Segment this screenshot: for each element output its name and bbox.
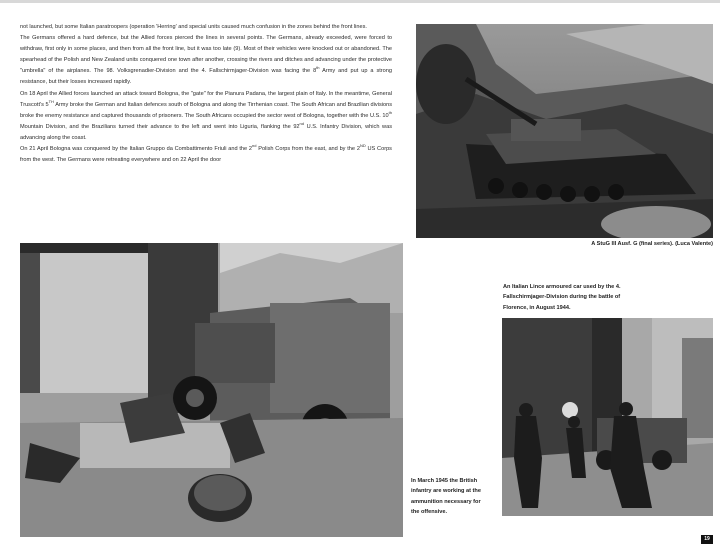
armoured-car-photo bbox=[502, 318, 713, 516]
infantry-caption: In March 1945 the British infantry are working at the ammunition necessary for the offensive. bbox=[411, 478, 481, 516]
tank-photo bbox=[416, 24, 713, 238]
paragraph-1: not launched, but some Italian paratroopers (operation 'Herring' and special units caused much confusion in the zones behind the front lines. bbox=[20, 24, 367, 30]
paragraph-2: The Germans offered a hard defence, but the Allied forces pierced the lines in several points. The Germans, already exceeded, were forced to withdraw, first only in some places, and then from all the front line, but it was too late (9). Most of their vehicles were knocked out or abandoned. The spearhead of the Polish and New Zealand units conquered one town after another, crossing the rivers and ditches and advancing under the protective "umbrella" of the airplanes. The 98. Volksgrenadier-Division and the 4. Fallschirmjager-Division was facing the 8th Army and put up a strong resistance, but their losses increased rapidly. bbox=[20, 35, 392, 86]
infantry-photo bbox=[20, 243, 403, 537]
paragraph-3: On 18 April the Allied forces launched an attack toward Bologna, the "gate" for the Pianura Padana, the largest plain of Italy. In the meantime, General Truscott's 5TH Army broke the German and Italian defences south of Bologna and along the Tirrhenian coast. The South African and Brazilian divisions broke the enemy resistance and captured thousands of prisoners. The South Africans occupied the sector west of Bologna, together with the U.S. 10th Mountain Division, and the Brazilians turned their advance to the left and went into Liguria, flanking the 92nd U.S. Infantry Division, which was advancing along the coast. bbox=[20, 90, 393, 141]
body-text bbox=[20, 22, 392, 166]
top-edge bbox=[0, 0, 720, 3]
tank-caption: A StuG III Ausf. G (final series). (Luca Valente) bbox=[591, 241, 713, 247]
paragraph-4: On 21 April Bologna was conquered by the Italian Gruppo da Combattimento Friuli and the 2nd Polish Corps from the east, and by the 2ND US Corps from the west. The Germans were retreating everywhere and on 22 April the door bbox=[20, 143, 392, 164]
page-number: 19 bbox=[701, 535, 713, 544]
armoured-car-caption: An Italian Lince armoured car used by the 4. Fallschirmjager-Division during the battle of Florence, in August 1944. bbox=[503, 284, 621, 311]
